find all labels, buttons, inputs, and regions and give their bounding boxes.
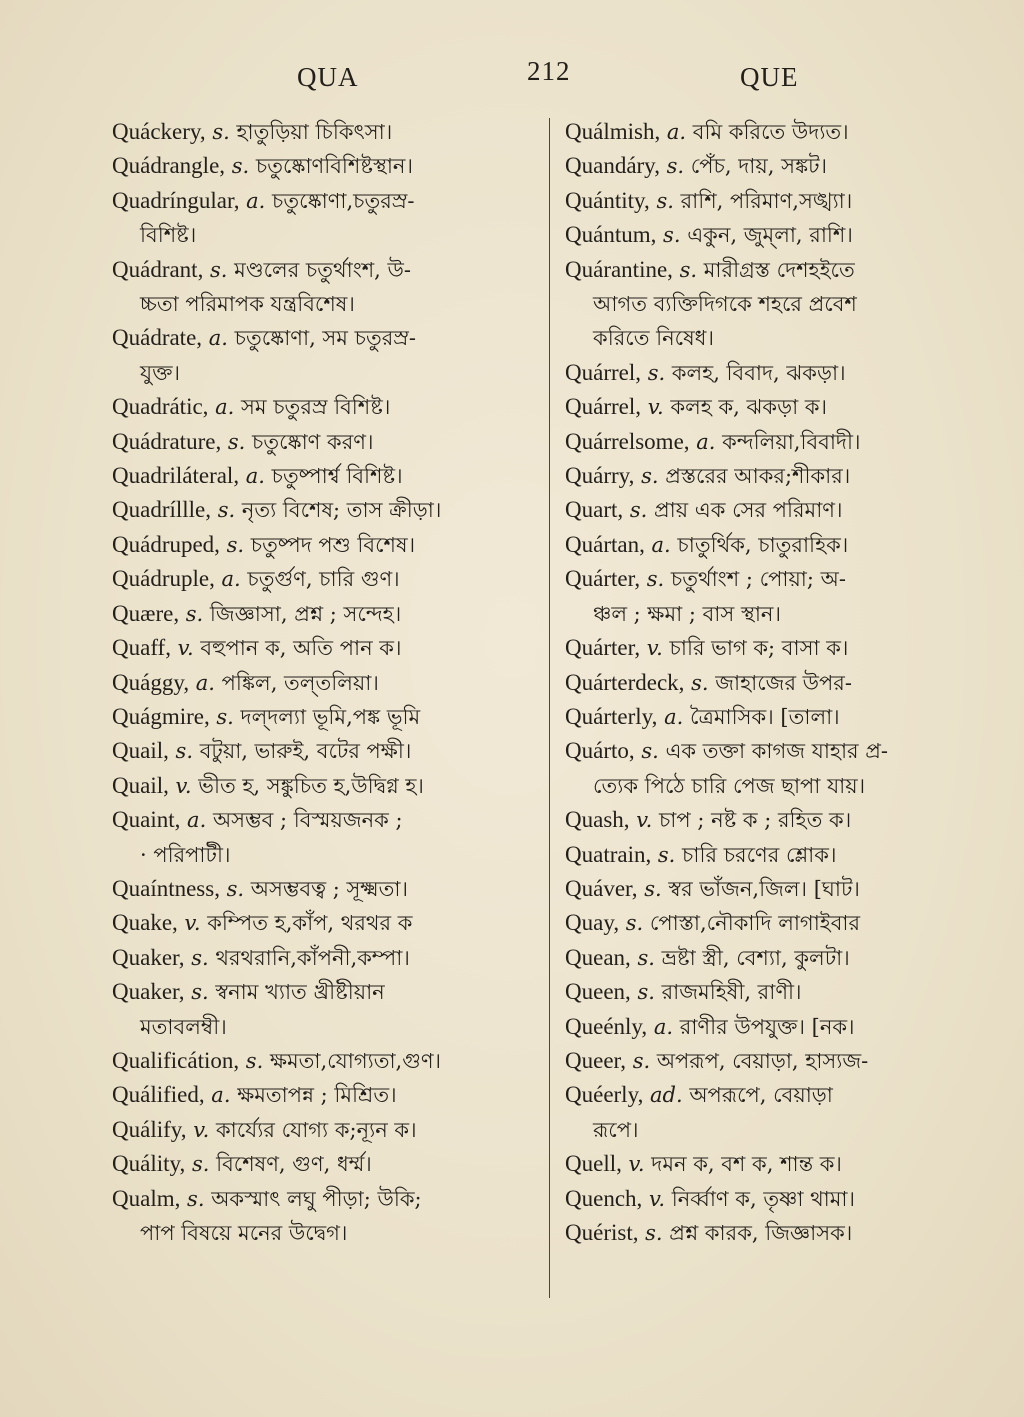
definition: স্বর ভাঁজন,জিল। [ঘাট। [668, 876, 860, 901]
definition: থরথরানি,কাঁপনী,কম্পা। [215, 945, 410, 970]
headword: Quash, [565, 807, 630, 833]
dictionary-entry [565, 425, 1005, 459]
dictionary-entry [565, 666, 1005, 700]
definition: দল্‌দল্যা ভূমি,পঙ্ক ভূমি [240, 704, 421, 729]
definition-continuation: যুক্ত। [140, 360, 181, 385]
definition: চারি চরণের শ্লোক। [682, 842, 837, 867]
part-of-speech: s. [226, 876, 245, 901]
definition-continuation: ঞ্চল ; ক্ষমা ; বাস স্থান। [593, 601, 781, 626]
dictionary-entry [112, 734, 552, 768]
definition: কলহ, বিবাদ, ঝকড়া। [671, 360, 846, 385]
definition: প্রশ্ন কারক, জিজ্ঞাসক। [669, 1221, 853, 1245]
dictionary-entry [565, 700, 1005, 734]
part-of-speech: a. [215, 395, 235, 420]
headword: Quail, [112, 738, 169, 764]
header-left-guide-word: QUA [297, 62, 359, 92]
part-of-speech: a. [246, 188, 266, 213]
part-of-speech: v. [628, 1152, 645, 1177]
dictionary-entry [565, 941, 1005, 975]
headword: Quárterdeck, [565, 669, 685, 695]
definition: জিজ্ঞাসা, প্রশ্ন ; সন্দেহ। [209, 601, 402, 626]
dictionary-entry [565, 803, 1005, 837]
dictionary-entry [112, 1044, 552, 1078]
definition: বমি করিতে উদ্যত। [692, 120, 849, 144]
definition: চতুষ্কোণবিশিষ্টস্থান। [255, 154, 413, 179]
dictionary-entry [112, 700, 552, 734]
dictionary-entry [565, 906, 1005, 940]
part-of-speech: s. [212, 120, 230, 144]
part-of-speech: a. [245, 464, 265, 489]
part-of-speech: s. [191, 1152, 210, 1177]
dictionary-entry [565, 1147, 1005, 1181]
part-of-speech: a. [211, 1083, 231, 1108]
part-of-speech: v. [647, 395, 664, 420]
definition-continuation: আগত ব্যক্তিদিগকে শহরে প্রবেশ [593, 292, 857, 317]
headword: Quadríllle, [112, 497, 211, 523]
part-of-speech: s. [644, 876, 662, 901]
dictionary-entry [112, 115, 552, 149]
dictionary-entry [112, 493, 552, 527]
headword: Quádruped, [112, 531, 220, 557]
definition: পেঁচ, দায়, সঙ্কট। [690, 154, 828, 179]
definition: চতুষ্কোণা, সম চতুরস্র- [234, 326, 416, 351]
part-of-speech: s. [216, 704, 234, 729]
part-of-speech: a. [187, 808, 207, 833]
dictionary-entry [565, 253, 1005, 356]
part-of-speech: s. [226, 532, 245, 557]
definition-continuation: পাপ বিষয়ে মনের উদ্বেগ। [140, 1221, 348, 1245]
headword: Quálmish, [565, 119, 661, 144]
dictionary-entry [112, 425, 552, 459]
dictionary-entry [565, 562, 1005, 631]
definition: অসম্ভবত্ব ; সূক্ষ্মতা। [250, 876, 408, 901]
headword: Quaíntness, [112, 875, 220, 901]
headword: Quárterly, [565, 703, 658, 729]
headword: Quéerly, [565, 1082, 644, 1108]
part-of-speech: s. [175, 739, 193, 764]
headword: Quáckery, [112, 119, 206, 144]
part-of-speech: s. [245, 1048, 264, 1073]
dictionary-entry [112, 528, 552, 562]
headword: Quálified, [112, 1082, 205, 1108]
headword: Quárter, [565, 566, 641, 592]
dictionary-entry [112, 597, 552, 631]
definition: কম্পিত হ,কাঁপ, থরথর ক [207, 911, 413, 936]
definition: চতুষ্পার্শ্ব বিশিষ্ট। [271, 464, 403, 489]
dictionary-entry [112, 459, 552, 493]
headword: Quadriláteral, [112, 463, 240, 489]
part-of-speech: v. [184, 911, 201, 936]
part-of-speech: s. [637, 980, 655, 1005]
definition: ক্ষমতাপন্ন ; মিশ্রিত। [237, 1083, 397, 1108]
definition-continuation: ত্যেক পিঠে চারি পেজ ছাপা যায়। [593, 773, 866, 798]
headword: Quártan, [565, 531, 645, 557]
definition: সম চতুরস্র বিশিষ্ট। [241, 395, 391, 420]
dictionary-entry [565, 218, 1005, 252]
definition-continuation: মতাবলম্বী। [140, 1014, 227, 1039]
dictionary-entry [112, 803, 552, 872]
headword: Quatrain, [565, 841, 652, 867]
definition: কন্দলিয়া,বিবাদী। [722, 429, 861, 454]
left-column [112, 115, 552, 1250]
definition: প্রস্তরের আকর;শীকার। [665, 464, 851, 489]
dictionary-entry [112, 562, 552, 596]
part-of-speech: ad. [650, 1083, 683, 1108]
definition: অপরূপে, বেয়াড়া [689, 1083, 833, 1108]
part-of-speech: a. [653, 1014, 674, 1039]
dictionary-entry [112, 666, 552, 700]
headword: Quaint, [112, 807, 181, 833]
definition: মারীগ্রস্ত দেশহইতে [703, 257, 855, 282]
definition: রাণীর উপযুক্ত। [নক। [679, 1014, 855, 1039]
headword: Quággy, [112, 669, 190, 695]
definition-continuation: করিতে নিষেধ। [593, 326, 714, 351]
definition: বটুয়া, ভারুই, বটের পক্ষী। [199, 739, 412, 764]
headword: Quádrate, [112, 325, 203, 351]
dictionary-entry [565, 528, 1005, 562]
definition: চাতুর্থিক, চাতুরাহিক। [677, 532, 849, 557]
dictionary-entry [565, 1010, 1005, 1044]
definition: চতুষ্পদ পশু বিশেষ। [250, 532, 416, 557]
headword: Quart, [565, 497, 624, 523]
headword: Qualificátion, [112, 1047, 240, 1073]
part-of-speech: a. [651, 532, 671, 557]
definition: চতুর্থাংশ ; পোয়া; অ- [670, 567, 846, 592]
dictionary-entry [565, 493, 1005, 527]
headword: Qualm, [112, 1185, 181, 1211]
dictionary-entry [565, 838, 1005, 872]
headword: Quære, [112, 600, 180, 626]
definition: পোস্তা,নৌকাদি লাগাইবার [649, 911, 861, 936]
definition: চতুষ্কোণা,চতুরস্র- [272, 188, 415, 213]
definition: চতুর্গুণ, চারি গুণ। [247, 567, 400, 592]
definition: ভ্রষ্টা স্ত্রী, বেশ্যা, কুলটা। [661, 945, 850, 970]
part-of-speech: s. [657, 842, 676, 867]
dictionary-entry [112, 631, 552, 665]
dictionary-entry [565, 1182, 1005, 1216]
headword: Quench, [565, 1185, 643, 1211]
dictionary-entry [565, 356, 1005, 390]
definition: চারি ভাগ ক; বাসা ক। [669, 636, 849, 661]
definition: কার্য্যের যোগ্য ক;ন্যূন ক। [215, 1117, 417, 1142]
dictionary-entry [112, 321, 552, 390]
definition: একুন, জুম্‌লা, রাশি। [687, 223, 853, 248]
dictionary-entry [565, 975, 1005, 1009]
dictionary-entry [112, 941, 552, 975]
definition: চাপ ; নষ্ট ক ; রহিত ক। [658, 808, 852, 833]
part-of-speech: a. [696, 429, 716, 454]
dictionary-entry [112, 1078, 552, 1112]
headword: Quáver, [565, 875, 638, 901]
headword: Quean, [565, 944, 631, 970]
part-of-speech: s. [185, 601, 204, 626]
part-of-speech: s. [691, 670, 709, 695]
definition: রাজমহিষী, রাণী। [661, 980, 802, 1005]
dictionary-entry [565, 459, 1005, 493]
part-of-speech: v. [177, 636, 194, 661]
part-of-speech: s. [629, 498, 648, 523]
headword: Quárrel, [565, 359, 641, 385]
headword: Quaff, [112, 635, 171, 661]
part-of-speech: s. [663, 223, 681, 248]
headword: Quárto, [565, 738, 635, 764]
dictionary-entry [112, 1182, 552, 1251]
definition: মণ্ডলের চতুর্থাংশ, উ- [234, 257, 411, 282]
headword: Quárrel, [565, 394, 641, 420]
part-of-speech: s. [645, 1221, 663, 1245]
definition: বহুপান ক, অতি পান ক। [200, 636, 402, 661]
definition: স্বনাম খ্যাত খ্রীষ্টীয়ান [215, 980, 385, 1005]
part-of-speech: v. [175, 773, 192, 798]
definition: জাহাজের উপর- [715, 670, 852, 695]
dictionary-entry [565, 872, 1005, 906]
headword: Quake, [112, 910, 178, 936]
definition: নির্ব্বাণ ক, তৃষ্ণা থামা। [671, 1186, 856, 1211]
definition: নৃত্য বিশেষ; তাস ক্রীড়া। [241, 498, 442, 523]
dictionary-entry [112, 253, 552, 322]
part-of-speech: v. [636, 808, 653, 833]
dictionary-entry [112, 1113, 552, 1147]
headword: Quérist, [565, 1220, 639, 1245]
headword: Quántum, [565, 222, 657, 248]
part-of-speech: s. [666, 154, 685, 179]
headword: Quádruple, [112, 566, 215, 592]
dictionary-entry [565, 149, 1005, 183]
dictionary-entry [112, 184, 552, 253]
definition: ক্ষমতা,যোগ্যতা,গুণ। [269, 1048, 442, 1073]
part-of-speech: s. [637, 945, 655, 970]
definition: কলহ ক, ঝকড়া ক। [670, 395, 828, 420]
headword: Quárry, [565, 463, 635, 489]
dictionary-entry [112, 1147, 552, 1181]
headword: Quail, [112, 772, 169, 798]
part-of-speech: a. [221, 567, 241, 592]
header-right-guide-word: QUE [740, 62, 799, 92]
headword: Quaker, [112, 944, 185, 970]
dictionary-entry [565, 734, 1005, 803]
definition: হাতুড়িয়া চিকিৎসা। [236, 120, 393, 144]
headword: Queen, [565, 979, 631, 1005]
headword: Quaker, [112, 979, 185, 1005]
headword: Quandáry, [565, 153, 660, 179]
headword: Quálify, [112, 1116, 187, 1142]
dictionary-entry [565, 1216, 1005, 1250]
headword: Quágmire, [112, 703, 210, 729]
dictionary-entry [112, 906, 552, 940]
dictionary-entry [112, 149, 552, 183]
headword: Quell, [565, 1151, 622, 1177]
dictionary-entry [565, 115, 1005, 149]
dictionary-entry [565, 631, 1005, 665]
part-of-speech: v. [648, 1186, 666, 1211]
definition: রাশি, পরিমাণ,সঙ্খ্যা। [680, 188, 853, 213]
definition: অপরূপ, বেয়াড়া, হাস্যজ- [656, 1048, 869, 1073]
dictionary-entry [565, 184, 1005, 218]
definition: ভীত হ, সঙ্কুচিত হ,উদ্বিগ্ন হ। [198, 773, 424, 798]
dictionary-entry [112, 872, 552, 906]
dictionary-entry [112, 975, 552, 1044]
part-of-speech: s. [647, 360, 666, 385]
headword: Quádrangle, [112, 153, 226, 179]
part-of-speech: s. [656, 188, 674, 213]
headword: Quay, [565, 910, 620, 936]
dictionary-entry [112, 390, 552, 424]
definition: পঙ্কিল, তল্‌তলিয়া। [221, 670, 379, 695]
headword: Quádrant, [112, 256, 204, 282]
part-of-speech: v. [193, 1117, 210, 1142]
headword: Queer, [565, 1047, 627, 1073]
part-of-speech: s. [231, 154, 250, 179]
page-number: 212 [527, 56, 571, 86]
part-of-speech: s. [217, 498, 236, 523]
column-divider [549, 118, 550, 1298]
part-of-speech: s. [625, 911, 644, 936]
definition-continuation: বিশিষ্ট। [140, 223, 197, 248]
part-of-speech: s. [191, 945, 209, 970]
part-of-speech: s. [646, 567, 665, 592]
part-of-speech: v. [646, 636, 663, 661]
definition: অসম্ভব ; বিস্ময়জনক ; [212, 808, 403, 833]
part-of-speech: s. [210, 257, 228, 282]
definition: বিশেষণ, গুণ, ধর্ম্ম। [216, 1152, 372, 1177]
part-of-speech: s. [679, 257, 698, 282]
part-of-speech: a. [666, 120, 687, 144]
part-of-speech: s. [632, 1048, 651, 1073]
dictionary-entry [565, 1078, 1005, 1147]
headword: Quántity, [565, 187, 650, 213]
headword: Queénly, [565, 1013, 648, 1039]
definition: দমন ক, বশ ক, শান্ত ক। [651, 1152, 842, 1177]
definition: অকস্মাৎ লঘু পীড়া; উকি; [211, 1186, 422, 1211]
definition-continuation: রূপে। [593, 1117, 639, 1142]
part-of-speech: s. [187, 1186, 205, 1211]
dictionary-entry [565, 390, 1005, 424]
definition: প্রায় এক সের পরিমাণ। [653, 498, 843, 523]
headword: Quálity, [112, 1151, 186, 1177]
part-of-speech: s. [641, 739, 659, 764]
part-of-speech: a. [195, 670, 215, 695]
definition-continuation: · পরিপাটী। [140, 842, 231, 867]
definition: ত্রৈমাসিক। [তালা। [689, 704, 840, 729]
part-of-speech: a. [664, 704, 684, 729]
headword: Quárantine, [565, 256, 673, 282]
headword: Quádrature, [112, 428, 222, 454]
dictionary-entry [565, 1044, 1005, 1078]
definition: চতুষ্কোণ করণ। [252, 429, 374, 454]
headword: Quadríngular, [112, 187, 240, 213]
part-of-speech: a. [208, 326, 228, 351]
right-column [565, 115, 1005, 1250]
part-of-speech: s. [191, 980, 209, 1005]
headword: Quadrátic, [112, 394, 209, 420]
headword: Quárrelsome, [565, 428, 690, 454]
part-of-speech: s. [641, 464, 659, 489]
dictionary-entry [112, 769, 552, 803]
running-head [0, 56, 1024, 102]
definition-continuation: চ্চতা পরিমাপক যন্ত্রবিশেষ। [140, 292, 355, 317]
definition: এক তক্তা কাগজ যাহার প্র- [665, 739, 889, 764]
part-of-speech: s. [227, 429, 246, 454]
headword: Quárter, [565, 635, 641, 661]
